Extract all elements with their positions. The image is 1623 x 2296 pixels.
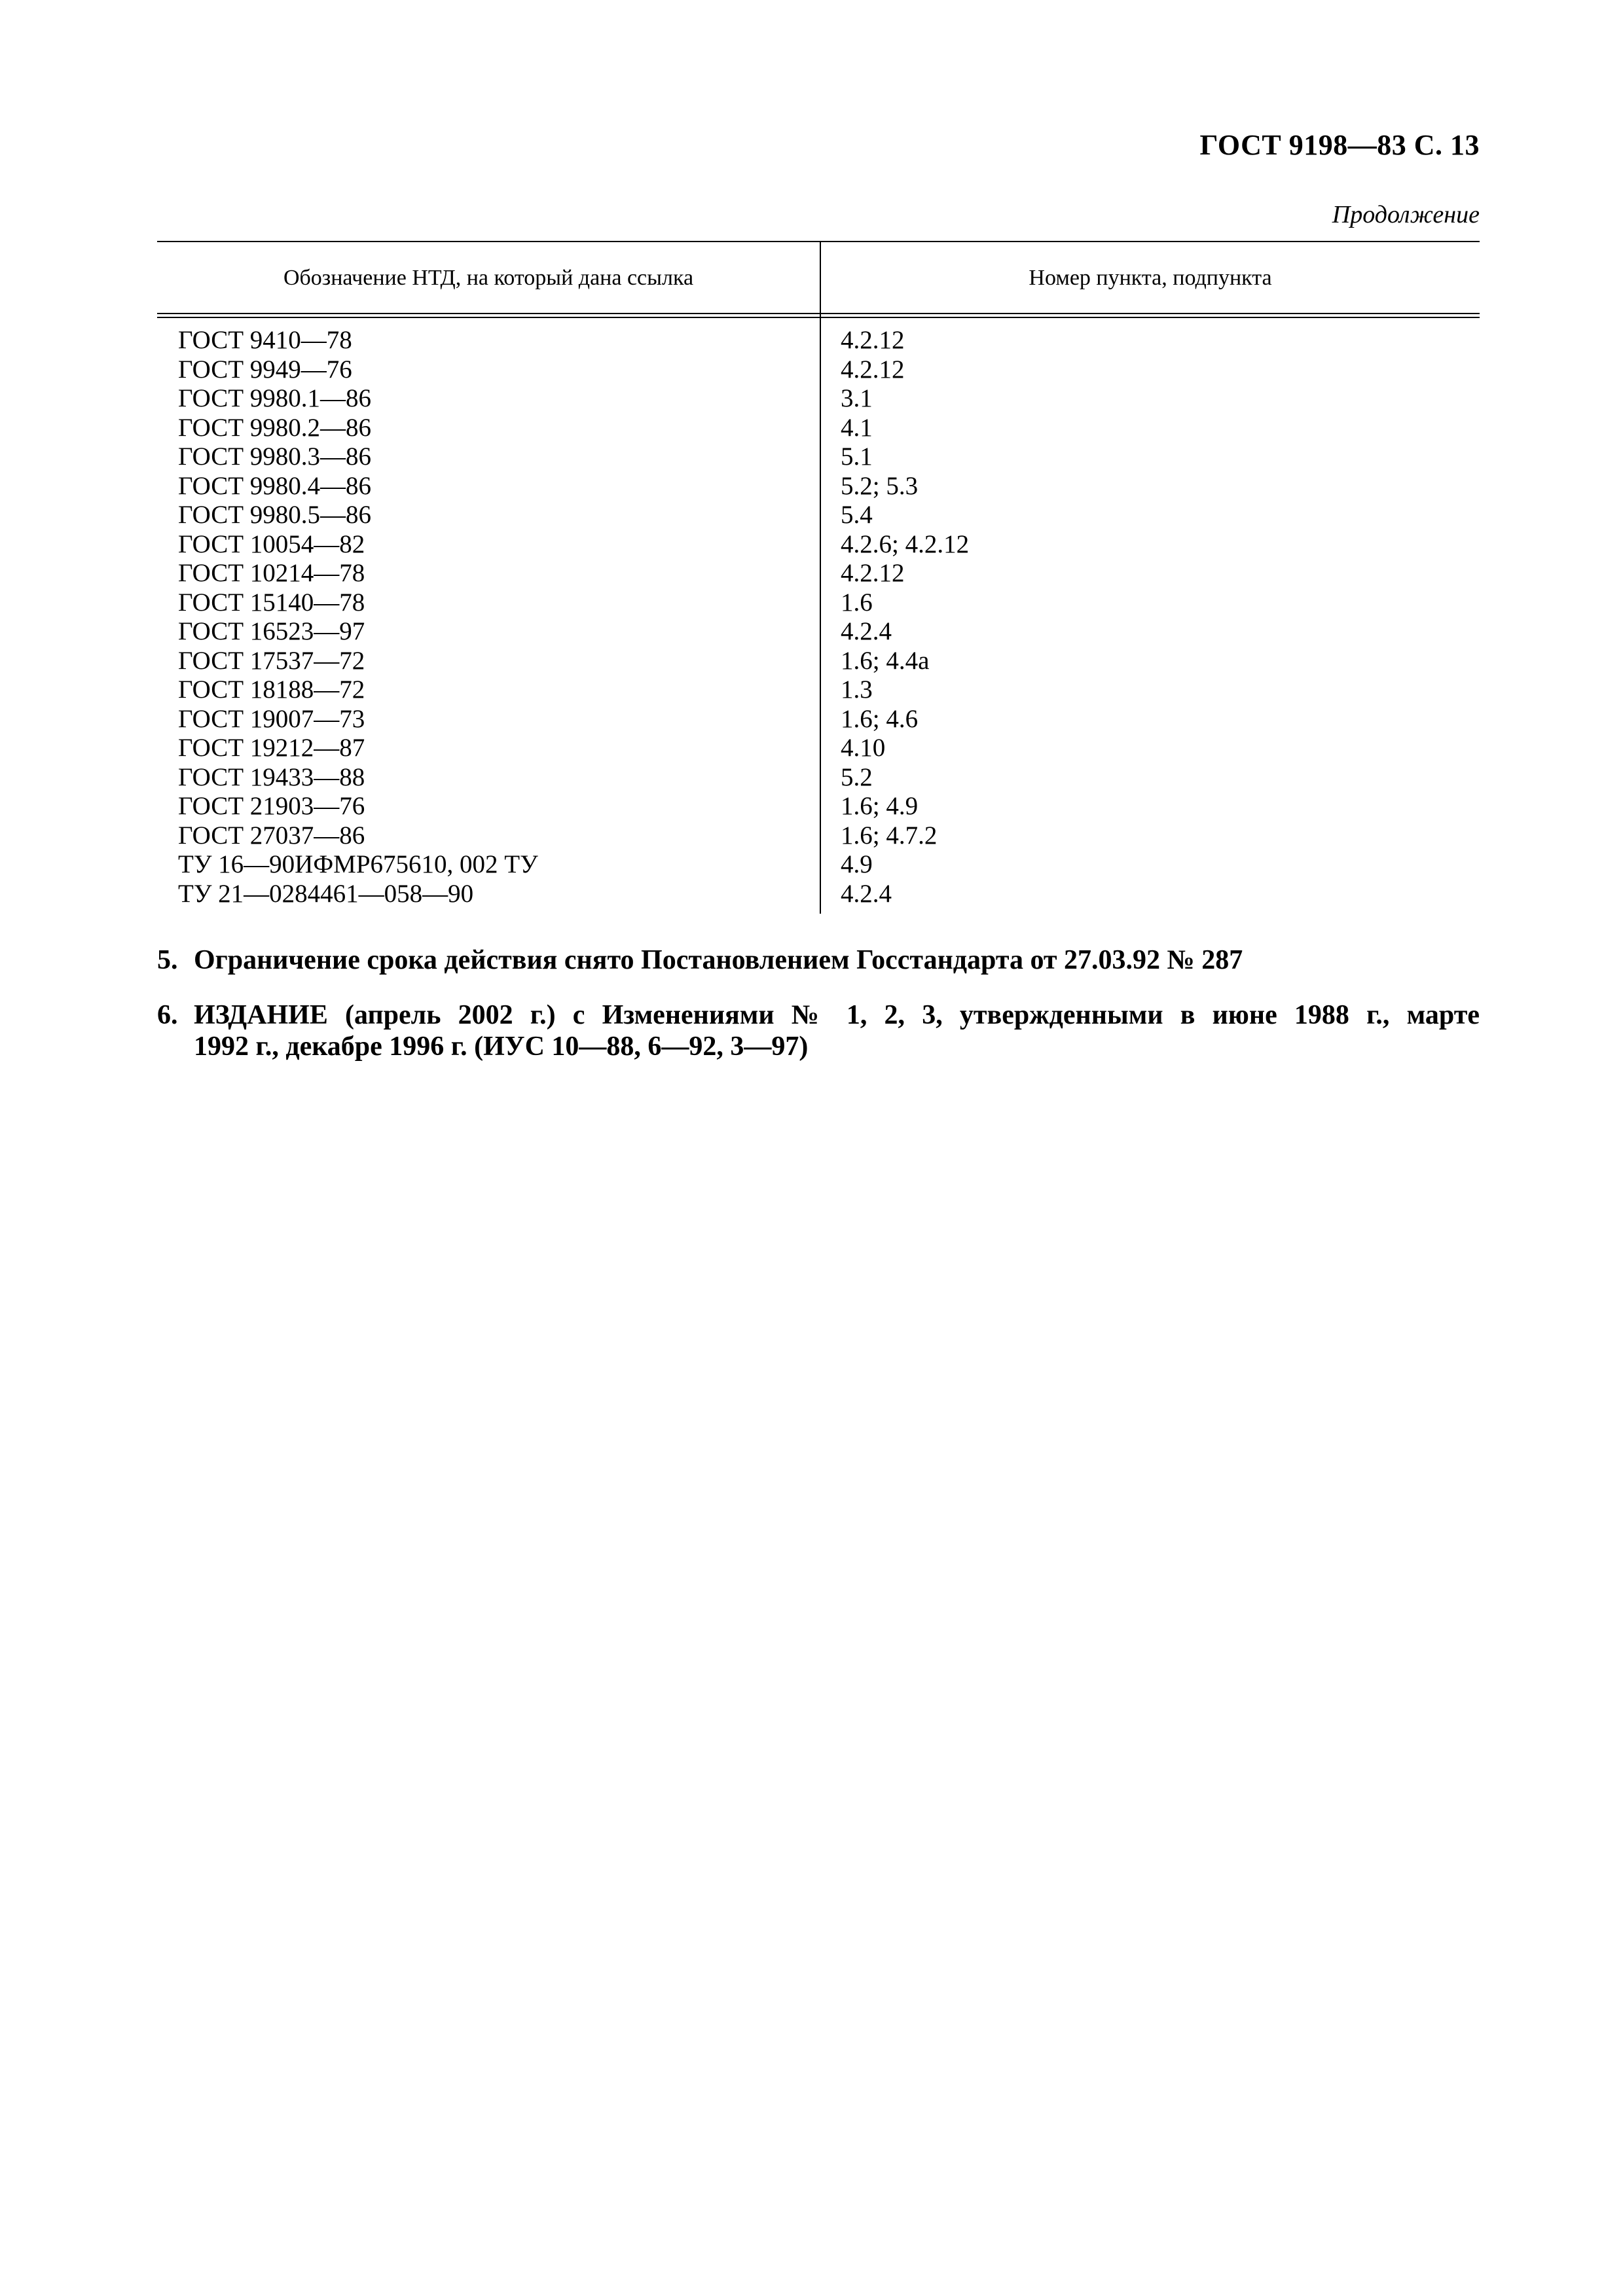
table-top-rule xyxy=(157,241,1480,242)
table-row xyxy=(157,880,1480,909)
clause-number: 5.1 xyxy=(841,442,873,471)
table-row xyxy=(157,850,1480,880)
table-row xyxy=(157,355,1480,385)
clause-number: 4.10 xyxy=(841,734,886,762)
continuation-label: Продолжение xyxy=(1332,201,1480,228)
document-designation: ГОСТ 9980.5—86 xyxy=(178,501,372,529)
clause-number: 4.2.4 xyxy=(841,617,892,645)
clause-number: 5.4 xyxy=(841,501,873,529)
clause-number: 4.2.6; 4.2.12 xyxy=(841,529,970,558)
document-designation: ГОСТ 15140—78 xyxy=(178,588,365,617)
note-number: 5. xyxy=(157,945,178,975)
table-row xyxy=(157,326,1480,355)
document-designation: ГОСТ 9410—78 xyxy=(178,326,352,354)
note-5 xyxy=(157,944,1480,976)
table-row xyxy=(157,792,1480,821)
table-row xyxy=(157,530,1480,560)
table-row xyxy=(157,414,1480,443)
note-text: Ограничение срока действия снято Постановлением Госстандарта от 27.03.92 № 287 xyxy=(194,945,1243,975)
clause-number: 1.6; 4.9 xyxy=(841,792,919,820)
document-designation: ГОСТ 10214—78 xyxy=(178,559,365,587)
table-row xyxy=(157,763,1480,793)
document-designation: ГОСТ 9980.1—86 xyxy=(178,384,372,412)
table-row xyxy=(157,384,1480,414)
document-designation: ГОСТ 10054—82 xyxy=(178,529,365,558)
table-row xyxy=(157,559,1480,588)
table-row xyxy=(157,734,1480,763)
note-line xyxy=(157,999,1480,1031)
document-designation: ГОСТ 9949—76 xyxy=(178,355,352,384)
clause-number: 1.6; 4.6 xyxy=(841,704,919,733)
note-text-continued: 1992 г., декабре 1996 г. (ИУС 10—88, 6—92, 3—97) xyxy=(194,1031,809,1062)
table-row xyxy=(157,647,1480,676)
reference-table xyxy=(157,241,1480,914)
table-row xyxy=(157,675,1480,705)
clause-number: 4.1 xyxy=(841,413,873,442)
table-row xyxy=(157,617,1480,647)
document-designation: ГОСТ 27037—86 xyxy=(178,821,365,850)
clause-number: 1.3 xyxy=(841,675,873,704)
clause-number: 4.9 xyxy=(841,850,873,878)
document-designation: ГОСТ 9980.4—86 xyxy=(178,471,372,500)
note-text: ИЗДАНИЕ (апрель 2002 г.) с Изменениями № 1, 2, 3, утвержденными в июне 1988 г., марте xyxy=(194,1000,1480,1030)
clause-number: 4.2.4 xyxy=(841,879,892,908)
table-body xyxy=(157,326,1480,908)
document-designation: ГОСТ 19007—73 xyxy=(178,704,365,733)
note-6 xyxy=(157,999,1480,1062)
page-header: ГОСТ 9198—83 С. 13 xyxy=(1199,129,1480,161)
table-row xyxy=(157,472,1480,501)
clause-number: 5.2; 5.3 xyxy=(841,471,919,500)
table-row xyxy=(157,501,1480,530)
document-designation: ТУ 21—0284461—058—90 xyxy=(178,879,474,908)
clause-number: 1.6; 4.7.2 xyxy=(841,821,938,850)
column-header-document: Обозначение НТД, на который дана ссылка xyxy=(283,266,694,290)
clause-number: 1.6 xyxy=(841,588,873,617)
document-designation: ГОСТ 18188—72 xyxy=(178,675,365,704)
document-designation: ГОСТ 16523—97 xyxy=(178,617,365,645)
table-row xyxy=(157,705,1480,734)
table-row xyxy=(157,821,1480,851)
document-designation: ГОСТ 9980.2—86 xyxy=(178,413,372,442)
clause-number: 4.2.12 xyxy=(841,326,905,354)
column-header-clause: Номер пункта, подпункта xyxy=(1029,266,1272,290)
clause-number: 1.6; 4.4а xyxy=(841,646,930,675)
header-double-rule xyxy=(157,313,1480,318)
clause-number: 3.1 xyxy=(841,384,873,412)
note-number: 6. xyxy=(157,1000,178,1030)
document-designation: ГОСТ 9980.3—86 xyxy=(178,442,372,471)
document-designation: ГОСТ 19433—88 xyxy=(178,762,365,791)
clause-number: 4.2.12 xyxy=(841,559,905,587)
table-row xyxy=(157,588,1480,618)
document-designation: ТУ 16—90ИФМР675610, 002 ТУ xyxy=(178,850,538,878)
document-designation: ГОСТ 21903—76 xyxy=(178,792,365,820)
document-designation: ГОСТ 17537—72 xyxy=(178,646,365,675)
clause-number: 5.2 xyxy=(841,762,873,791)
document-designation: ГОСТ 19212—87 xyxy=(178,734,365,762)
table-row xyxy=(157,442,1480,472)
clause-number: 4.2.12 xyxy=(841,355,905,384)
